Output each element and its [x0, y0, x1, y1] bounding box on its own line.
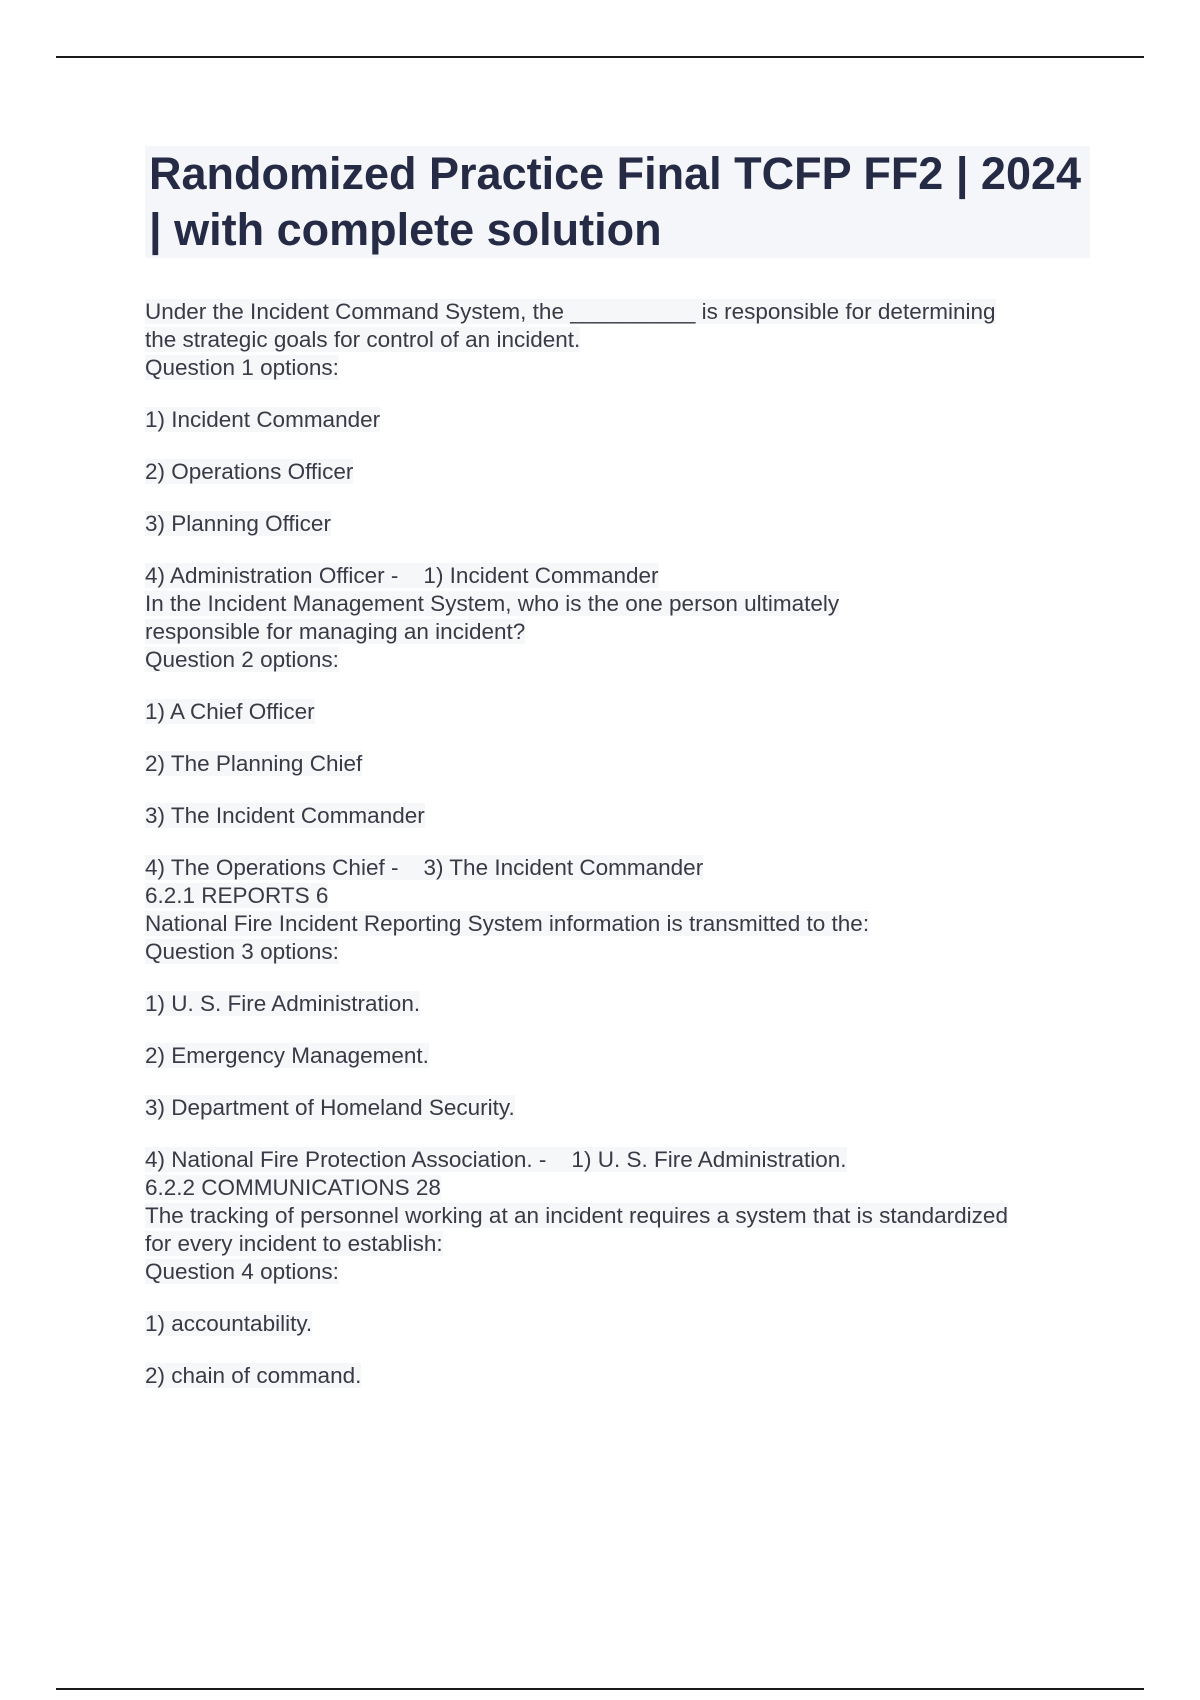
document-page: [145, 146, 1090, 1390]
question-text-line: Under the Incident Command System, the __________ is responsible for determining: [145, 299, 996, 324]
question-text-line: Question 1 options:: [145, 355, 339, 380]
answer-option: 1) U. S. Fire Administration.: [145, 991, 421, 1016]
answer-option: 3) Planning Officer: [145, 511, 331, 536]
question-text-line: National Fire Incident Reporting System information is transmitted to the:: [145, 911, 870, 936]
bottom-rule: [56, 1688, 1144, 1690]
answer-option: 2) The Planning Chief: [145, 751, 363, 776]
answer-option: 4) National Fire Protection Association. - 1) U. S. Fire Administration.: [145, 1147, 847, 1172]
document-title: Randomized Practice Final TCFP FF2 | 2024 | with complete solution: [145, 146, 1090, 258]
answer-option: 2) Emergency Management.: [145, 1043, 429, 1068]
question-text-line: The tracking of personnel working at an incident requires a system that is standardized: [145, 1203, 1008, 1228]
top-rule: [56, 56, 1144, 58]
question-text-line: Question 2 options:: [145, 647, 339, 672]
answer-option: 1) A Chief Officer: [145, 699, 315, 724]
answer-option: 2) Operations Officer: [145, 459, 354, 484]
answer-option: 4) The Operations Chief - 3) The Incident Commander: [145, 855, 704, 880]
answer-option: 1) Incident Commander: [145, 407, 381, 432]
question-text-line: for every incident to establish:: [145, 1231, 443, 1256]
question-text-line: In the Incident Management System, who is the one person ultimately: [145, 591, 840, 616]
question-text-line: the strategic goals for control of an incident.: [145, 327, 581, 352]
question-text-line: Question 3 options:: [145, 939, 339, 964]
answer-option: 4) Administration Officer - 1) Incident Commander: [145, 563, 659, 588]
answer-option: 1) accountability.: [145, 1311, 313, 1336]
question-text-line: Question 4 options:: [145, 1259, 339, 1284]
question-text-line: responsible for managing an incident?: [145, 619, 526, 644]
question-text-line: 6.2.2 COMMUNICATIONS 28: [145, 1175, 441, 1200]
question-content: [145, 298, 1090, 1390]
answer-option: 3) The Incident Commander: [145, 803, 425, 828]
answer-option: 3) Department of Homeland Security.: [145, 1095, 515, 1120]
answer-option: 2) chain of command.: [145, 1363, 362, 1388]
question-text-line: 6.2.1 REPORTS 6: [145, 883, 329, 908]
